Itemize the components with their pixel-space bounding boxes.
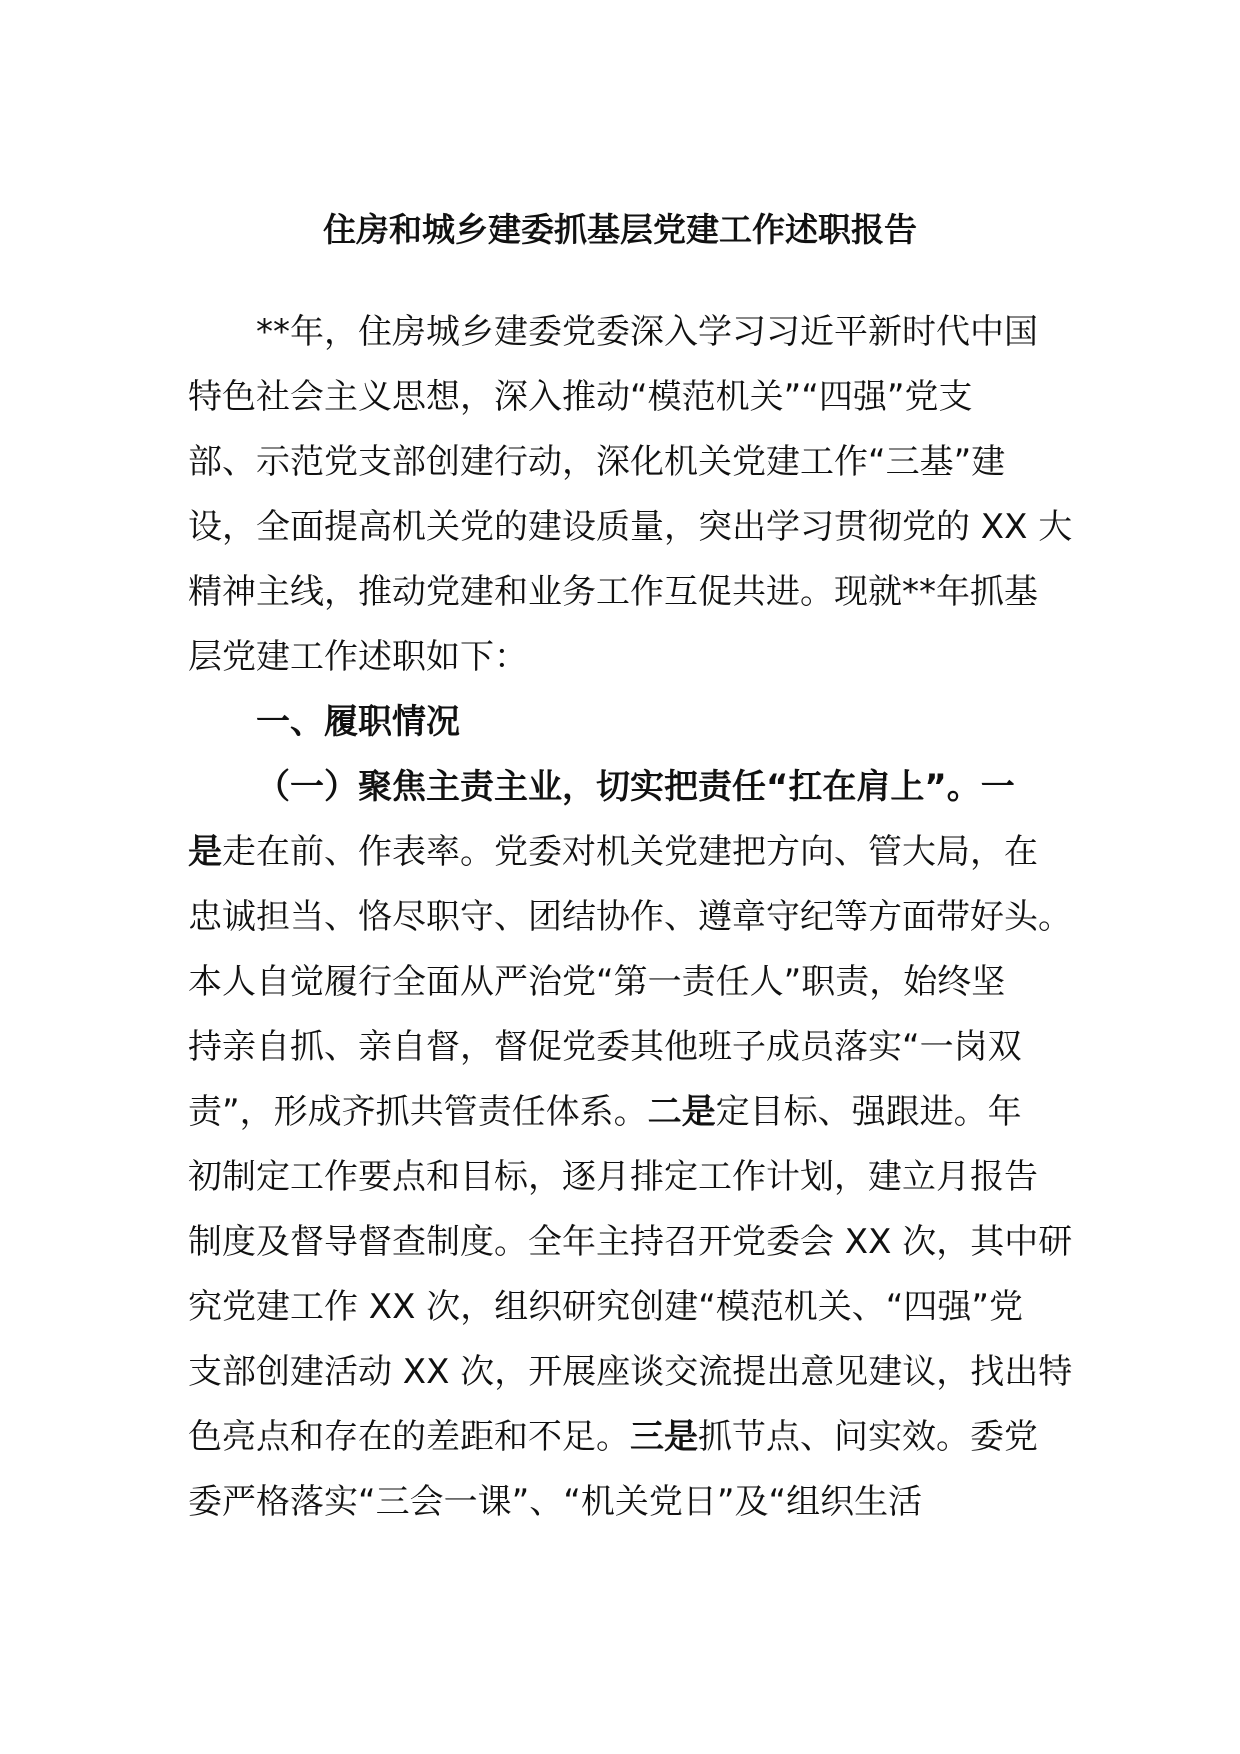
- bold-marker: 是: [188, 832, 222, 872]
- paragraph-line: 特色社会主义思想，深入推动“模范机关”“四强”党支: [188, 377, 973, 417]
- paragraph-line: 部、示范党支部创建行动，深化机关党建工作“三基”建: [188, 442, 1006, 482]
- bold-marker: 二是: [647, 1092, 716, 1132]
- paragraph-line: 本人自觉履行全面从严治党“第一责任人”职责，始终坚: [188, 962, 1006, 1002]
- section-heading: 一、履职情况: [256, 702, 460, 742]
- subsection-heading: （一）聚焦主责主业，切实把责任“扛在肩上”。一: [256, 767, 1015, 807]
- paragraph-line: 设，全面提高机关党的建设质量，突出学习贯彻党的 XX 大: [188, 507, 1073, 547]
- bold-marker: 三是: [630, 1417, 698, 1457]
- document-body: [188, 300, 1073, 1535]
- line-text: 责”，形成齐抓共管责任体系。: [188, 1092, 648, 1132]
- paragraph-line: [188, 820, 1060, 885]
- paragraph-line: 委严格落实“三会一课”、“机关党日”及“组织生活: [188, 1482, 923, 1522]
- paragraph-line: 支部创建活动 XX 次，开展座谈交流提出意见建议，找出特: [188, 1352, 1073, 1392]
- paragraph-line: 忠诚担当、恪尽职守、团结协作、遵章守纪等方面带好头。: [188, 897, 1072, 937]
- line-text: 抓节点、问实效。委党: [698, 1417, 1038, 1457]
- paragraph-line: 精神主线，推动党建和业务工作互促共进。现就**年抓基: [188, 572, 1038, 612]
- paragraph-line: **年，住房城乡建委党委深入学习习近平新时代中国: [256, 312, 1038, 352]
- paragraph-line: 初制定工作要点和目标，逐月排定工作计划，建立月报告: [188, 1157, 1038, 1197]
- line-text: 色亮点和存在的差距和不足。: [188, 1417, 630, 1457]
- paragraph-line: 持亲自抓、亲自督，督促党委其他班子成员落实“一岗双: [188, 1027, 1022, 1067]
- line-text: 定目标、强跟进。年: [715, 1092, 1022, 1132]
- line-text: 走在前、作表率。党委对机关党建把方向、管大局，在: [222, 832, 1038, 872]
- paragraph-line: 层党建工作述职如下：: [188, 637, 528, 677]
- paragraph-line: [188, 1405, 1060, 1470]
- document-title: 住房和城乡建委抓基层党建工作述职报告: [323, 210, 917, 249]
- paragraph-line: 究党建工作 XX 次，组织研究创建“模范机关、“四强”党: [188, 1287, 1024, 1327]
- paragraph-line: 制度及督导督查制度。全年主持召开党委会 XX 次，其中研: [188, 1222, 1073, 1262]
- paragraph-line: [188, 1080, 1060, 1145]
